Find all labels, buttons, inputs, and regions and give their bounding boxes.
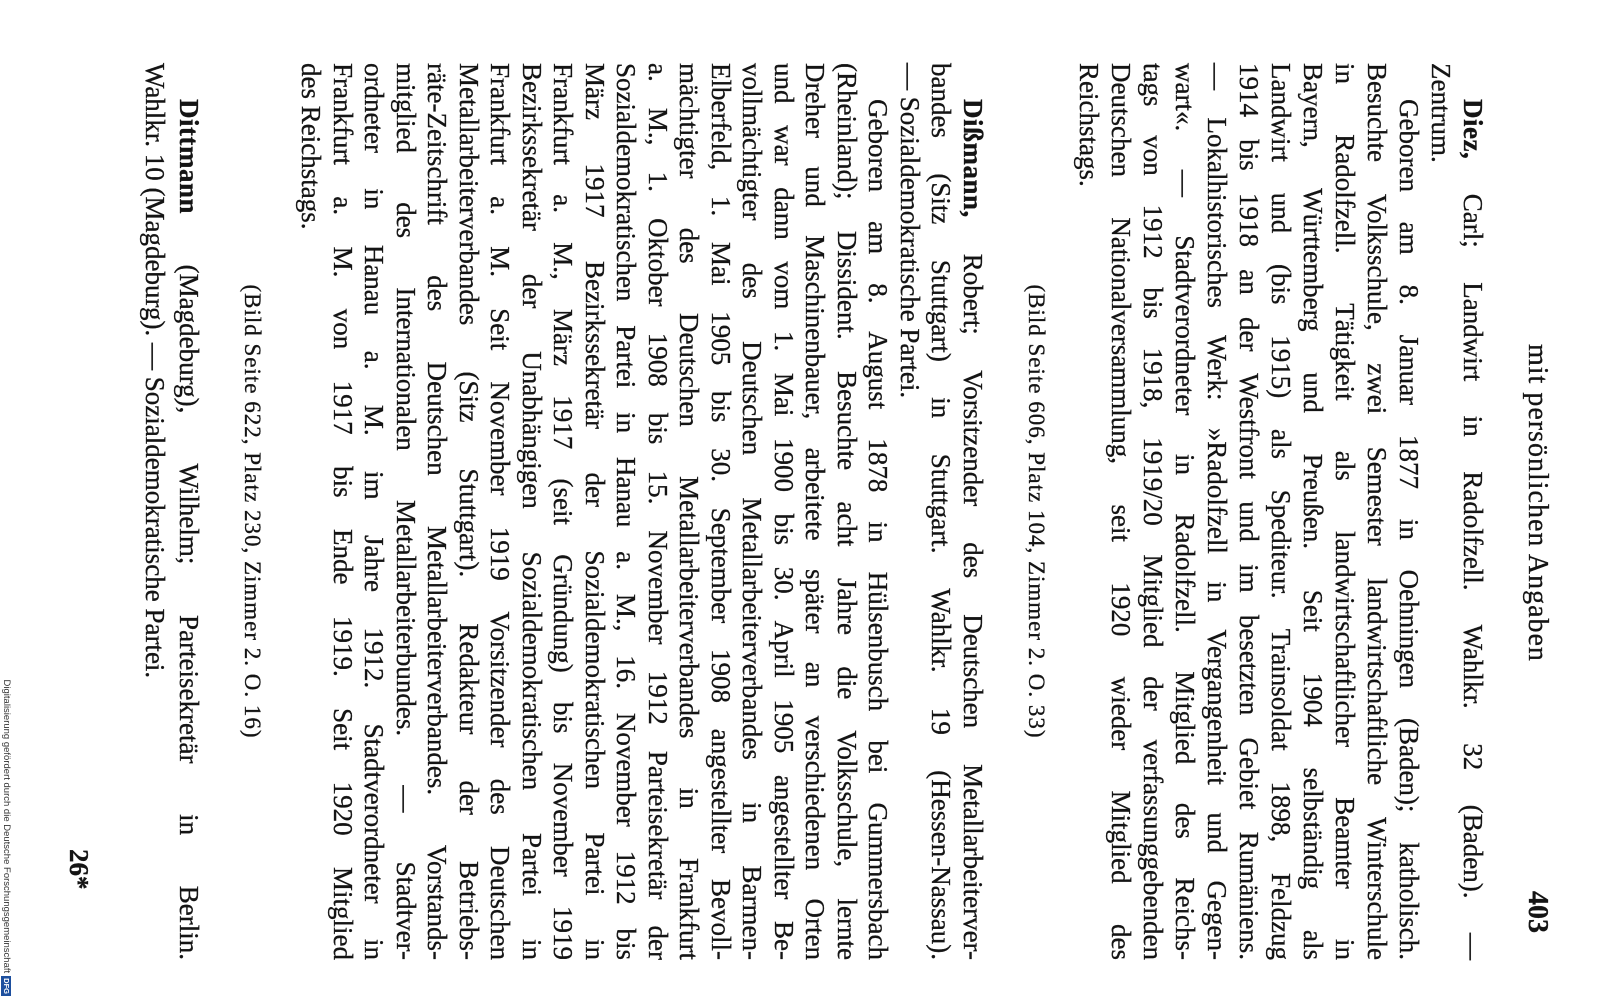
entry-name: Dittmann xyxy=(174,99,204,215)
entry-line: Frankfurt a. M., März 1917 (seit Gründung) bis November 1919 xyxy=(548,63,579,960)
entry-line: vollmächtigter des Deutschen Metallarbeiterverbandes in Barmen- xyxy=(737,63,768,960)
entry-line: Frankfurt a. M. Seit November 1919 Vorsitzender des Deutschen xyxy=(485,63,516,960)
funding-notice-text: Digitalisierung gefördert durch die Deutsche Forschungsgemeinschaft xyxy=(1,679,12,974)
picture-reference: (Bild Seite 622, Platz 230, Zimmer 2. O. 16) xyxy=(240,284,265,739)
entry-line: a. M., 1. Oktober 1908 bis 15. November 1912 Parteisekretär der xyxy=(643,63,673,960)
entry-line xyxy=(957,63,989,960)
picture-reference: (Bild Seite 606, Platz 104, Zimmer 2. O. 33) xyxy=(1024,284,1049,739)
entry-line: Reichstags. xyxy=(1074,63,1104,187)
running-head: mit persönlichen Angaben xyxy=(1522,344,1553,662)
entry-name: Dißmann, xyxy=(958,99,988,218)
entry-line: Elberfeld, 1. Mai 1905 bis 30. September 1908 angestellter Bevoll- xyxy=(706,63,736,960)
entry-line: — Sozialdemokratische Partei. xyxy=(895,63,925,399)
entry-line: Dreher und Maschinenbauer, arbeitete später an verschiedenen Orten xyxy=(800,63,831,960)
entry-line: Deutschen Nationalversammlung, seit 1920 wieder Mitglied des xyxy=(1106,63,1136,960)
entry-dittmann xyxy=(138,63,206,960)
entry-line: Landwirt und (bis 1915) als Spediteur. Trainsoldat 1898, Feldzug xyxy=(1266,63,1296,960)
entry-line: Zentrum. xyxy=(1426,63,1456,163)
entry-line: wart«. — Stadtverordneter in Radolfzell. Mitglied des Reichs- xyxy=(1170,63,1200,960)
entry-line: bandes (Sitz Stuttgart) in Stuttgart. Wahlkr. 19 (Hessen-Nassau). xyxy=(926,63,957,960)
entry-line: März 1917 Bezirkssekretär der Sozialdemokratischen Partei in xyxy=(580,63,610,960)
entry-line: mächtigter des Deutschen Metallarbeiterverbandes in Frankfurt xyxy=(674,63,705,960)
funding-notice xyxy=(1,680,12,996)
entry-line: (Rheinland); Dissident. Besuchte acht Jahre die Volksschule, lernte xyxy=(832,63,862,960)
signature-mark: 26* xyxy=(64,849,94,890)
entry-line: Bezirkssekretär der Unabhängigen Sozialdemokratischen Partei in xyxy=(517,63,547,960)
entry-line: Sozialdemokratischen Partei in Hanau a. M., 16. November 1912 bis xyxy=(611,63,642,960)
entry-line xyxy=(1457,63,1489,960)
entry-line-text: (Magdeburg), Wilhelm; Parteisekretär in Berlin. xyxy=(174,264,204,960)
entry-line: des Reichstags. xyxy=(296,63,327,230)
entry-line: räte-Zeitschrift des Deutschen Metallarbeiterverbandes. Vorstands- xyxy=(422,63,453,960)
entry-line: Frankfurt a. M. von 1917 bis Ende 1919. Seit 1920 Mitglied xyxy=(328,63,358,960)
entry-line: 1914 bis 1918 an der Westfront und im besetzten Gebiet Rumäniens. xyxy=(1234,63,1264,960)
entry-dissmann xyxy=(295,63,988,960)
entry-line: Bayern, Württemberg und Preußen. Seit 1904 selbständig als xyxy=(1298,63,1328,960)
entry-line-text: Robert; Vorsitzender des Deutschen Metallarbeiterver- xyxy=(958,253,988,961)
page-number: 403 xyxy=(1522,891,1553,933)
entry-diez xyxy=(1073,63,1489,960)
entry-line: Wahlkr. 10 (Magdeburg). — Sozialdemokratische Partei. xyxy=(140,63,170,679)
entry-line: mitglied des Internationalen Metallarbeiterbundes. — Stadtver- xyxy=(391,63,421,960)
dfg-logo: DFG xyxy=(2,978,12,994)
entry-line: Metallarbeiterverbandes (Sitz Stuttgart). Redakteur der Betriebs- xyxy=(454,63,484,960)
entry-line: — Lokalhistorisches Werk: »Radolfzell in Vergangenheit und Gegen- xyxy=(1202,63,1232,960)
entry-line: und war dann vom 1. Mai 1900 bis 30. April 1905 angestellter Be- xyxy=(769,63,799,960)
entry-name: Diez, xyxy=(1458,99,1488,160)
entry-line: ordneter in Hanau a. M. im Jahre 1912. Stadtverordneter in xyxy=(359,63,390,960)
entry-line: in Radolfzell. Tätigkeit als landwirtschaftlicher Beamter in xyxy=(1330,63,1360,960)
entry-line: Geboren am 8. August 1878 in Hülsenbusch bei Gummersbach xyxy=(863,99,894,960)
entry-line xyxy=(172,63,206,960)
entry-line: Besuchte Volksschule, zwei Semester landwirtschaftliche Winterschule xyxy=(1362,63,1392,960)
entry-line-text: Carl; Landwirt in Radolfzell. Wahlkr. 32 (Baden). — xyxy=(1458,193,1488,960)
entry-line: Geboren am 8. Januar 1877 in Oehningen (Baden); katholisch. xyxy=(1394,99,1424,960)
entry-line: tags von 1912 bis 1918, 1919/20 Mitglied der verfassunggebenden xyxy=(1138,63,1168,960)
